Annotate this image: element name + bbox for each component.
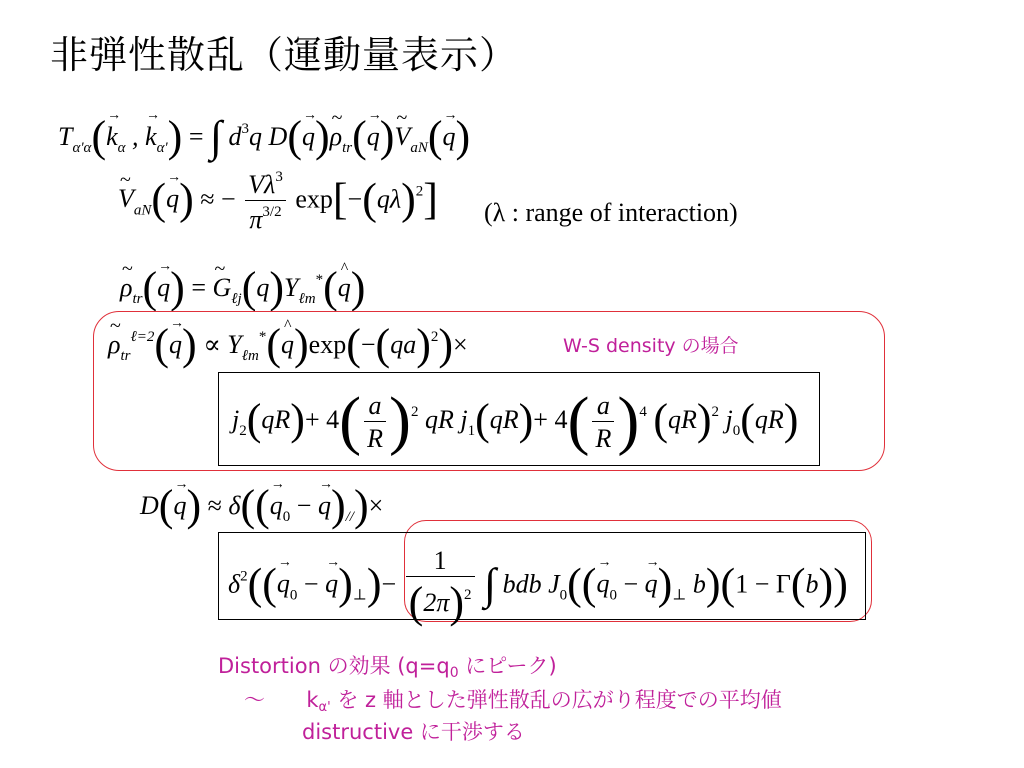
page-title: 非弾性散乱（運動量表示） <box>50 33 519 77</box>
tilde-mark: ～ <box>244 688 265 712</box>
equation-potential: ~ $V_{aN}(\to q)$ ≈ − $\frac{V\lambda^3}{\pi^{3/2}}$ $\exp[-(q\lambda)^2]$ <box>118 170 438 233</box>
ws-density-label: W-S density の場合 <box>563 335 739 357</box>
equation-bessel-sum: $j_2(qR)+ 4$( $\frac{a}{R}$ )$^2$ qR $j_1(qR)+ 4$( $\frac{a}{R}$ )$^4$ (qR)$^2$ $j_0(qR)$ <box>232 384 799 457</box>
distortion-note-line1: Distortion の効果 (q=q0 にピーク) <box>218 654 557 681</box>
distortion-note-line3: distructive に干渉する <box>302 720 525 744</box>
equation-t-matrix: $T_{\alpha'\alpha}(\to k_\alpha$ , → $k_{\alpha'}$) = ∫ $d^3q$ D(→ q)~ $\rho_{tr}(\to$ q)~ $V_{aN}(\to q)$ <box>58 115 470 159</box>
equation-transition-density: ~ $\rho_{tr}(\to q)$ = ~ $G_{\ell j}(q)Y_{\ell m}^*(\^{}$ q) <box>120 266 365 310</box>
equation-rho-l2: ~ $\rho_{tr}^{\ell=2}(\to q)$ ∝ $Y_{\ell m}^*(\^{}$ q)exp(−(qa)$^2$)× <box>108 323 468 367</box>
equation-distortion-factor: $D(\to q) \approx \delta((\to q_0$ − → $q)_{//})\times$ <box>140 484 383 528</box>
equation-distortion-bracket: $\delta^2((\to q_0$ − → $q)_\perp)-$ $\frac{1}{(2\pi)^2}$ ∫ bdb $J_0((\to q_0$ − → $q)_\perp$ b)(1 − Γ(b)) <box>228 548 848 625</box>
distortion-note-line2: ～ kα' を z 軸とした弾性散乱の広がり程度での平均値 <box>244 688 782 715</box>
lambda-note: (λ : range of interaction) <box>484 198 738 227</box>
